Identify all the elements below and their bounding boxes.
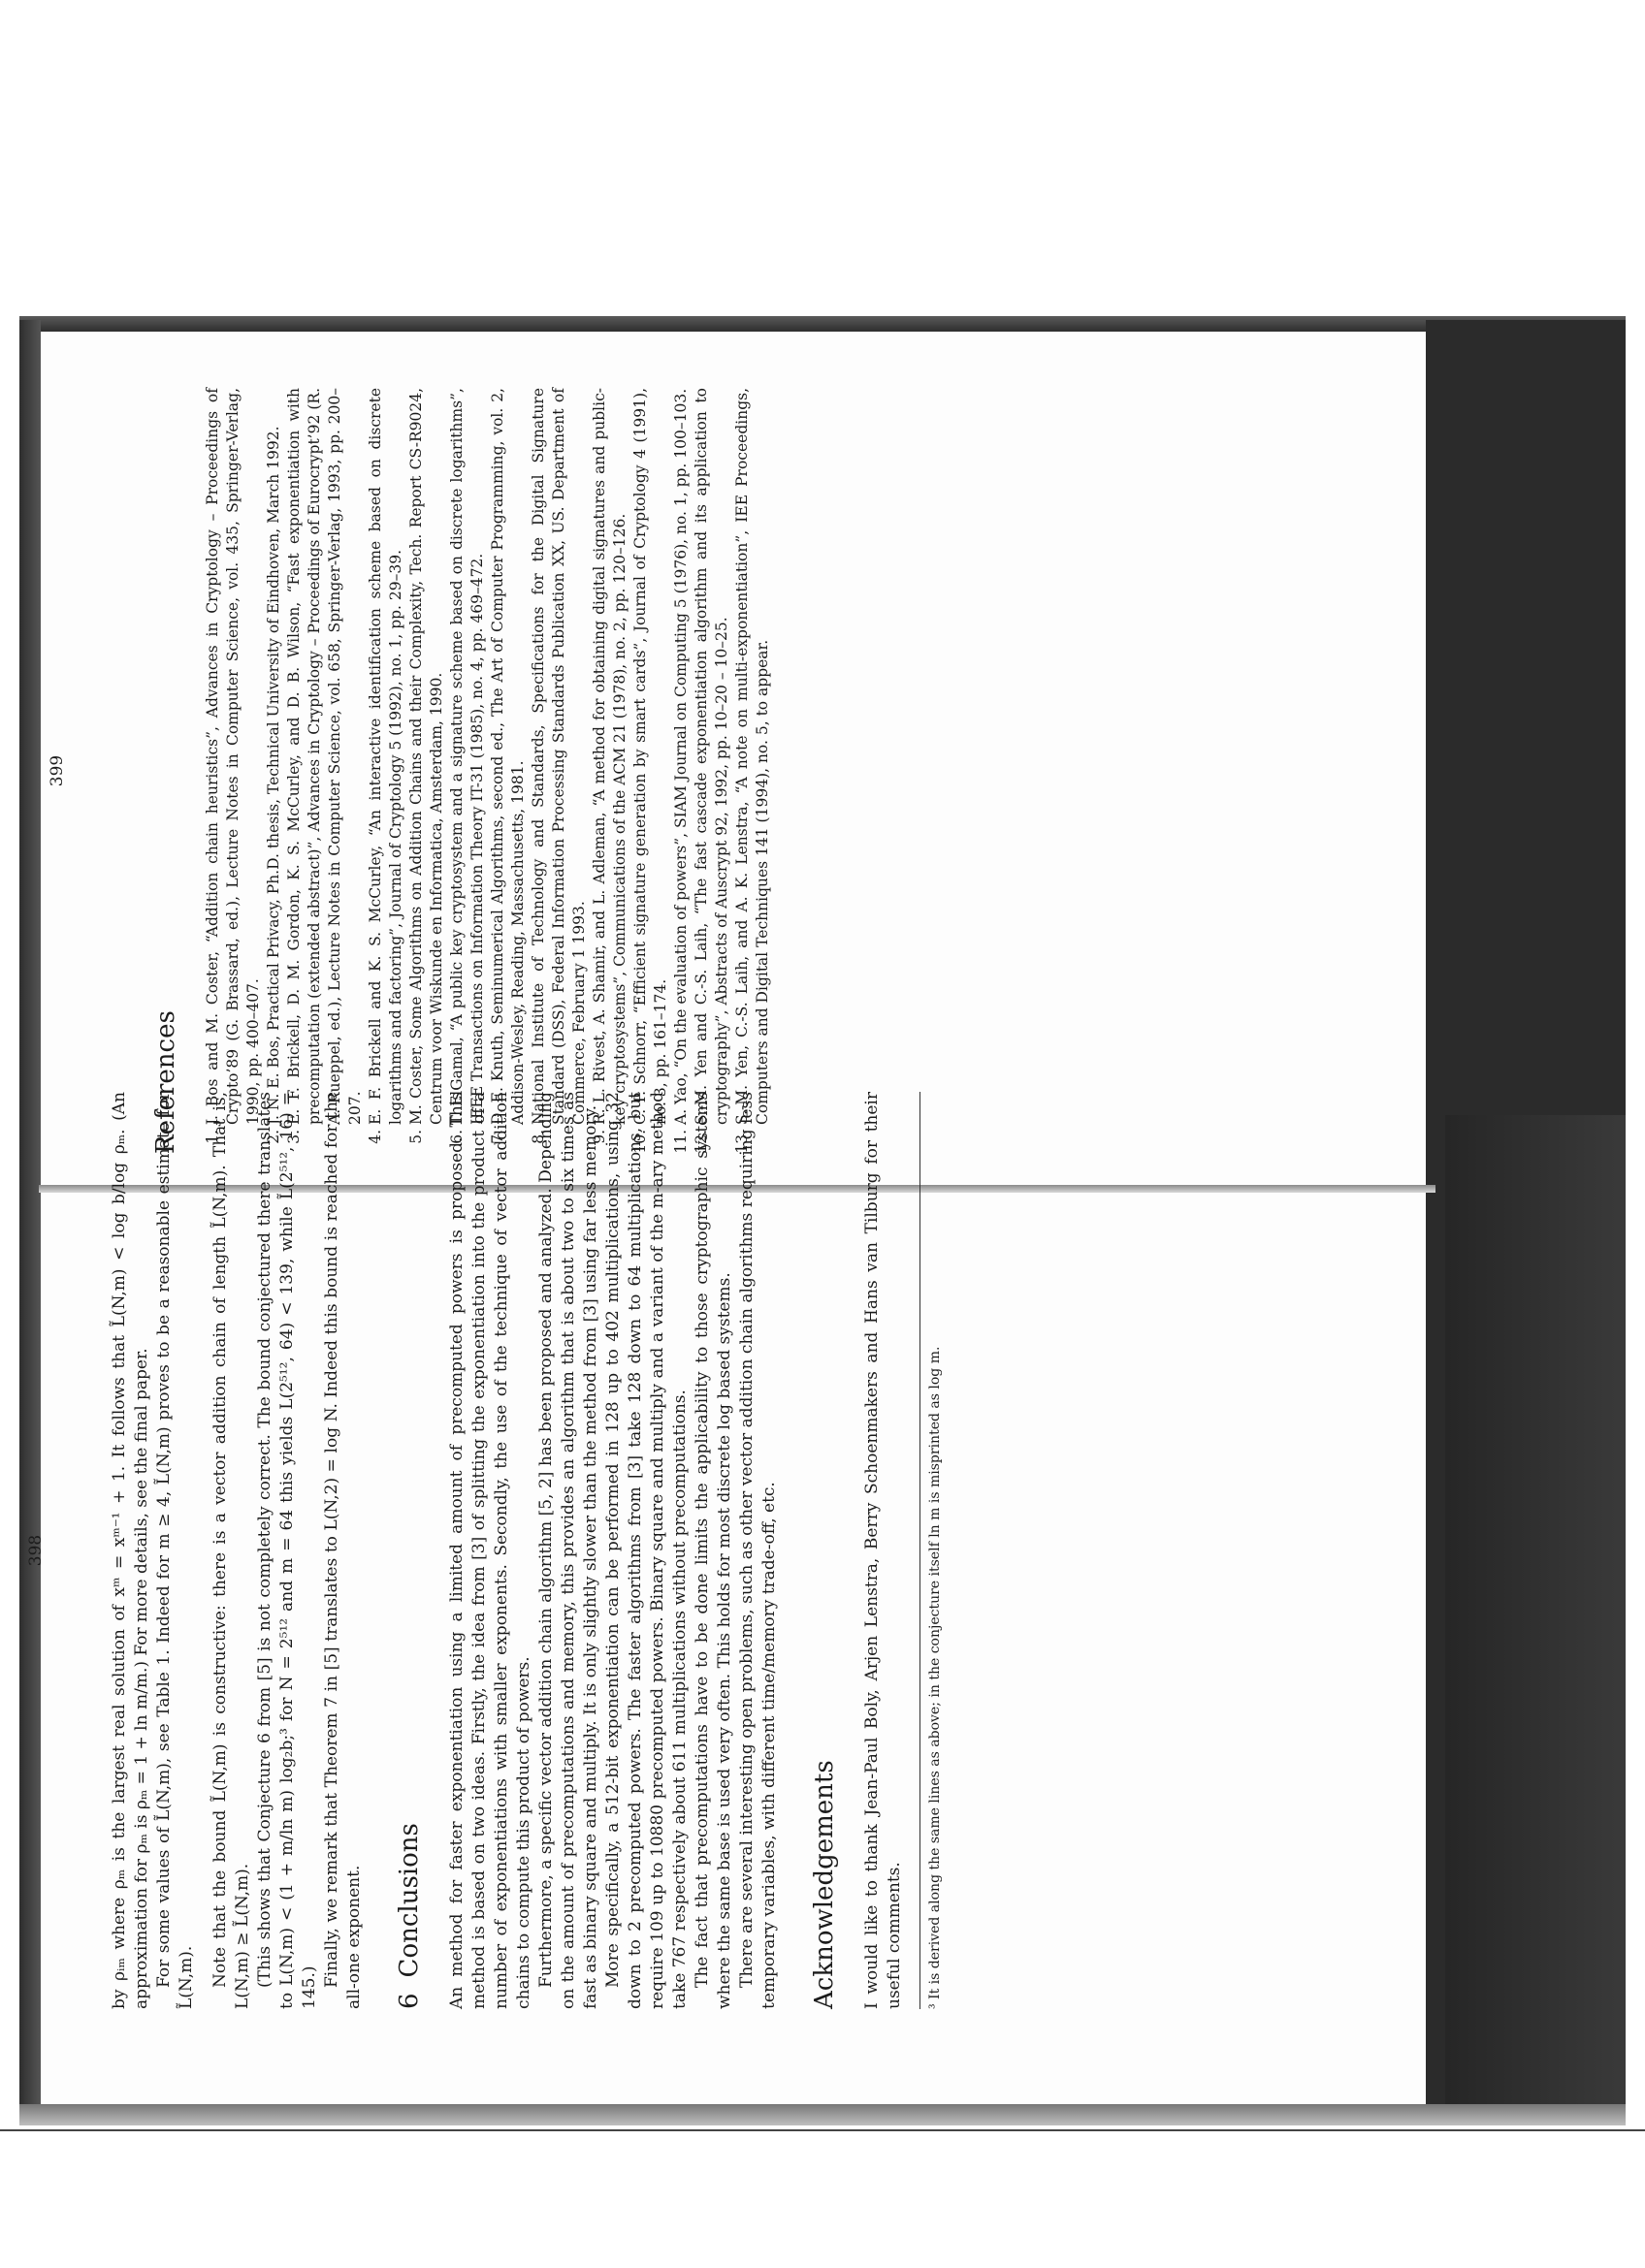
reference-item: 12. S.-M. Yen and C.-S. Laih, “The fast cascade exponentiation algorithm and its application to cryptography”, Abstracts of Auscrypt 92, 1992, pp. 10–20 – 10–25. bbox=[692, 388, 732, 1125]
paragraph: Furthermore, a specific vector addition chain algorithm [5, 2] has been proposed and analyzed. Depending on the amount of precomputations and memory, this provides an algorithm that is about two to six times as fast as binary square and multiply. It is only slightly slower than the method from [3] using far less memory. bbox=[536, 1092, 600, 2009]
paragraph: The fact that precomputations have to be done limits the applicability to those cryptographic systems where the same base is used very often. This holds for most discrete log based systems. bbox=[693, 1092, 734, 2009]
reference-item: 8. National Institute of Technology and Standards, Specifications for the Digital Signature Standard (DSS), Federal Information Processing Standards Publication XX, US. Department of Commerce, February 1 1993. bbox=[529, 388, 590, 1125]
paragraph: (This shows that Conjecture 6 from [5] is not completely correct. The bound conjectured there translates to L(N,m) < (1 + m/ln m) log₂b;³ for N = 2⁵¹² and m = 64 this yields L(2⁵¹², 64) < 139, while L̃(2⁵¹², 16) = 145.) bbox=[255, 1092, 319, 2009]
section-title: Conclusions bbox=[395, 1823, 424, 1978]
reference-list bbox=[203, 388, 773, 1154]
acknowledgements-heading: Acknowledgements bbox=[810, 1760, 839, 2009]
paragraph: There are several interesting open problems, such as other vector addition chain algorithms requiring less temporary variables, with different time/memory trade-off, etc. bbox=[737, 1092, 779, 2009]
section-heading bbox=[395, 1092, 424, 2009]
reference-item: 11. A. Yao, “On the evaluation of powers”, SIAM Journal on Computing 5 (1976), no. 1, pp. 100–103. bbox=[671, 388, 692, 1125]
scan-margin-bottom bbox=[0, 2131, 1645, 2268]
reference-item: 3. E. F. Brickell, D. M. Gordon, K. S. McCurley, and D. B. Wilson, “Fast exponentiation with precomputation (extended abstract)”, Advances in Cryptology – Proceedings of Eurocrypt’92 (R. A. Rueppel, ed.), Lecture Notes in Computer Science, vol. 658, Springer-Verlag, 1993, pp. 200–207. bbox=[284, 388, 366, 1125]
reference-item: 1. J. Bos and M. Coster, “Addition chain heuristics”, Advances in Cryptology – Proceedings of Crypto’89 (G. Brassard, ed.), Lecture Notes in Computer Science, vol. 435, Springer-Verlag, 1990, pp. 400–407. bbox=[203, 388, 264, 1125]
paragraph: by ρᵢₘ where ρₘ is the largest real solution of xᵐ = xᵐ⁻¹ + 1. It follows that L̃(N,m) < log b/log ρₘ. (An approximation for ρₘ is ρₘ = 1 + ln m/m.) For more details, see the final paper. bbox=[110, 1092, 151, 2009]
reference-item: 6. T. ElGamal, “A public key cryptosystem and a signature scheme based on discrete logarithms”, IEEE Transactions on Information Theory IT-31 (1985), no. 4, pp. 469–472. bbox=[447, 388, 488, 1125]
paragraph: An method for faster exponentiation using a limited amount of precomputed powers is proposed. This method is based on two ideas. Firstly, the idea from [3] of splitting the exponentiation into the product of a number of exponentiations with smaller exponents. Secondly, the use of the technique of vector addition chains to compute this product of powers. bbox=[447, 1092, 533, 2009]
right-page bbox=[48, 388, 773, 1154]
reference-item: 10. C. P. Schnorr, “Efficient signature generation by smart cards”, Journal of Cryptology 4 (1991), no. 3, pp. 161–174. bbox=[630, 388, 671, 1125]
reference-item: 9. R. L. Rivest, A. Shamir, and L. Adleman, “A method for obtaining digital signatures and public-key cryptosystems”, Communications of the ACM 21 (1978), no. 2, pp. 120–126. bbox=[590, 388, 630, 1125]
paragraph: Note that the bound L̃(N,m) is constructive: there is a vector addition chain of length L̃(N,m). That is, L(N,m) ≥ L̃(N,m). bbox=[210, 1092, 252, 2009]
scan-shadow-right-lower bbox=[1445, 1115, 1626, 2104]
scan-border-top bbox=[19, 316, 1626, 332]
reference-item: 7. D. E. Knuth, Seminumerical Algorithms, second ed., The Art of Computer Programming, vol. 2, Addison-Wesley, Reading, Massachusetts, 1981. bbox=[488, 388, 529, 1125]
paragraph: More specifically, a 512-bit exponentiation can be performed in 128 up to 402 multiplications, using 32 down to 2 precomputed powers. The faster algorithms from [3] take 128 down to 64 multiplications, but require 109 up to 10880 precomputed powers. Binary square and multiply and a variant of the m-ary method take 767 respectively about 611 multiplications without precomputations. bbox=[603, 1092, 690, 2009]
paragraph: I would like to thank Jean-Paul Boly, Arjen Lenstra, Berry Schoenmakers and Hans van Tilburg for their useful comments. bbox=[862, 1092, 904, 2009]
page-number: 398 bbox=[26, 1534, 46, 1567]
footnote: ³ It is derived along the same lines as above; in the conjecture itself ln m is misprinted as log m. bbox=[919, 1092, 945, 2009]
paragraph: Finally, we remark that Theorem 7 in [5] translates to L(N,2) = log N. Indeed this bound is reached for the all-one exponent. bbox=[322, 1092, 364, 2009]
reference-item: 2. J. N. E. Bos, Practical Privacy, Ph.D. thesis, Technical University of Eindhoven, March 1992. bbox=[264, 388, 284, 1125]
section-number: 6 bbox=[395, 1993, 424, 2009]
left-page bbox=[26, 1092, 945, 2009]
scan-border-bottom bbox=[19, 2104, 1626, 2125]
reference-item: 5. M. Coster, Some Algorithms on Addition Chains and their Complexity, Tech. Report CS-R9024, Centrum voor Wiskunde en Informatica, Amsterdam, 1990. bbox=[406, 388, 447, 1125]
reference-item: 4. E. F. Brickell and K. S. McCurley, “An interactive identification scheme based on discrete logarithms and factoring”, Journal of Cryptology 5 (1992), no. 1, pp. 29–39. bbox=[366, 388, 406, 1125]
page-number: 399 bbox=[48, 754, 67, 787]
paragraph: For some values of L̃(N,m), see Table 1. Indeed for m ≥ 4, L̃(N,m) proves to be a reasonable estimate for L̃(N,m). bbox=[154, 1092, 196, 2009]
reference-item: 13. S.-M. Yen, C.-S. Laih, and A. K. Lenstra, “A note on multi-exponentiation”, IEE Proceedings, Computers and Digital Techniques 141 (1994), no. 5, to appear. bbox=[732, 388, 773, 1125]
references-heading: References bbox=[151, 1010, 180, 1154]
